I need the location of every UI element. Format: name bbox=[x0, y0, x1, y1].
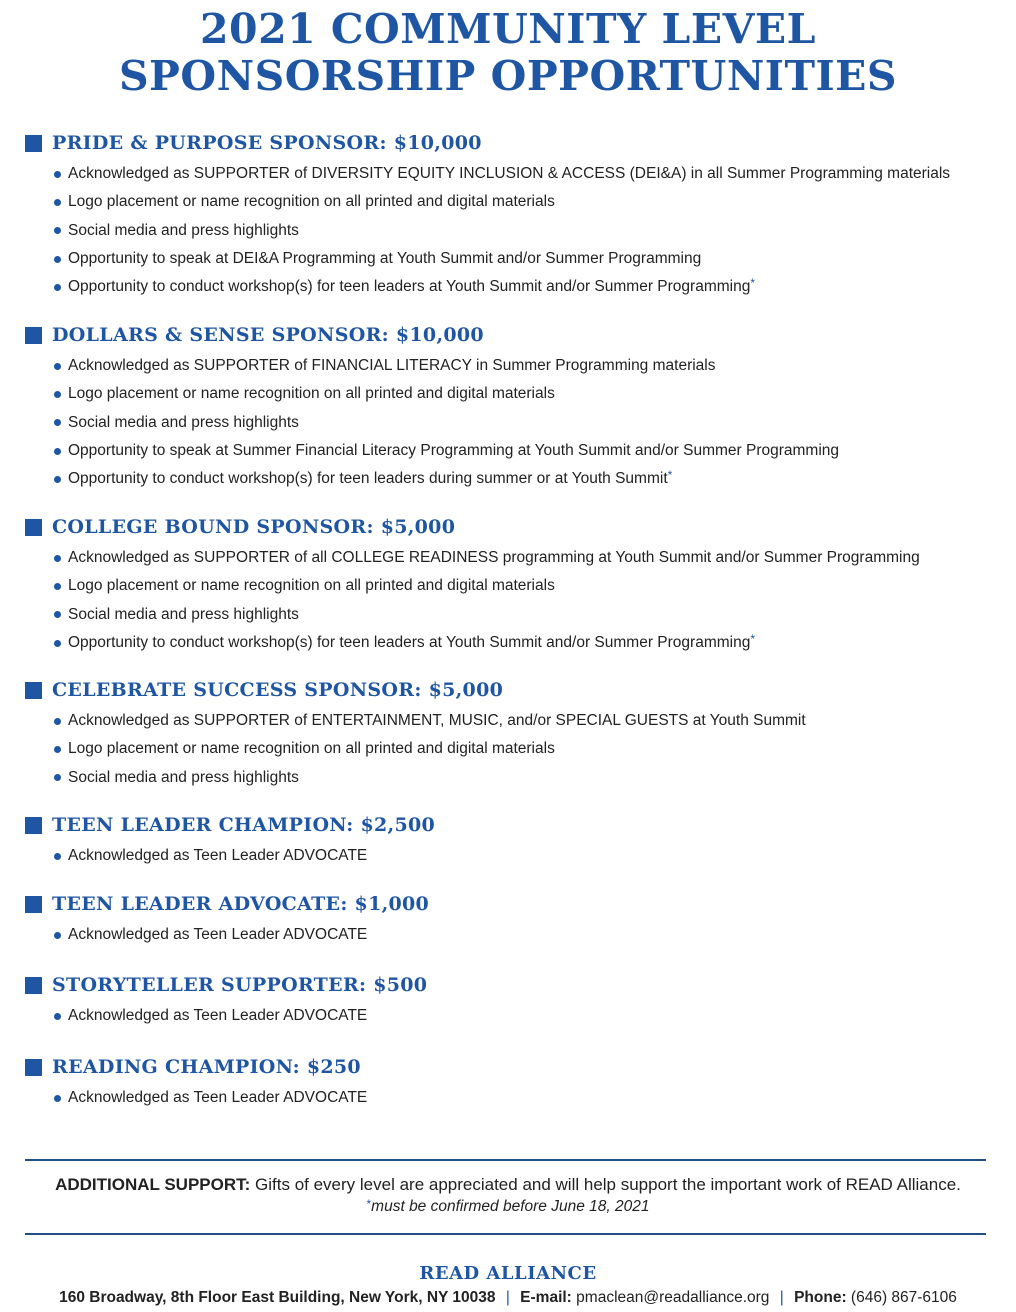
benefit-text: Opportunity to conduct workshop(s) for teen leaders at Youth Summit and/or Summer Programming bbox=[68, 278, 751, 296]
section-heading-text: DOLLARS & SENSE SPONSOR: $10,000 bbox=[52, 324, 484, 346]
benefit-text: Opportunity to speak at Summer Financial Literacy Programming at Youth Summit and/or Summer Programming bbox=[68, 442, 840, 460]
footnote bbox=[0, 1198, 1016, 1216]
address: 160 Broadway, 8th Floor East Building, New York, NY 10038 bbox=[59, 1289, 496, 1306]
page-title bbox=[0, 6, 1016, 100]
divider-bottom bbox=[25, 1233, 986, 1235]
bullet-dot-icon bbox=[54, 256, 61, 263]
bullet-dot-icon bbox=[54, 363, 61, 370]
email-link[interactable]: pmaclean@readalliance.org bbox=[576, 1289, 770, 1306]
benefit-list bbox=[25, 707, 985, 792]
list-item bbox=[25, 1084, 985, 1112]
list-item bbox=[25, 273, 985, 301]
benefit-list bbox=[25, 352, 985, 493]
benefit-list bbox=[25, 160, 985, 301]
sponsor-section-reading-champion bbox=[25, 1054, 985, 1112]
phone-number: (646) 867-6106 bbox=[850, 1289, 957, 1306]
section-heading-text: PRIDE & PURPOSE SPONSOR: $10,000 bbox=[52, 132, 482, 154]
bullet-dot-icon bbox=[54, 1013, 61, 1020]
section-heading bbox=[25, 891, 985, 917]
benefit-text: Acknowledged as SUPPORTER of ENTERTAINMENT, MUSIC, and/or SPECIAL GUESTS at Youth Summit bbox=[68, 712, 806, 730]
bullet-dot-icon bbox=[54, 932, 61, 939]
separator: | bbox=[779, 1289, 784, 1306]
sponsor-section-teen-leader-advocate bbox=[25, 891, 985, 949]
additional-support-label: ADDITIONAL SUPPORT: bbox=[55, 1175, 251, 1194]
additional-support bbox=[0, 1173, 1016, 1197]
section-heading-text: READING CHAMPION: $250 bbox=[52, 1056, 361, 1078]
section-heading bbox=[25, 677, 985, 703]
title-line-1: 2021 COMMUNITY LEVEL bbox=[200, 5, 816, 53]
list-item bbox=[25, 572, 985, 600]
contact-line bbox=[0, 1289, 1016, 1307]
bullet-dot-icon bbox=[54, 199, 61, 206]
footnote-text: must be confirmed before June 18, 2021 bbox=[371, 1198, 650, 1215]
bullet-dot-icon bbox=[54, 583, 61, 590]
bullet-dot-icon bbox=[54, 391, 61, 398]
section-heading-text: TEEN LEADER CHAMPION: $2,500 bbox=[52, 814, 436, 836]
benefit-text: Opportunity to conduct workshop(s) for teen leaders during summer or at Youth Summit bbox=[68, 470, 668, 488]
section-heading-text: COLLEGE BOUND SPONSOR: $5,000 bbox=[52, 516, 456, 538]
list-item bbox=[25, 707, 985, 735]
benefit-text: Logo placement or name recognition on all printed and digital materials bbox=[68, 385, 555, 403]
bullet-dot-icon bbox=[54, 1095, 61, 1102]
section-heading bbox=[25, 812, 985, 838]
list-item bbox=[25, 380, 985, 408]
benefit-text: Social media and press highlights bbox=[68, 221, 299, 239]
benefit-text: Logo placement or name recognition on all printed and digital materials bbox=[68, 577, 555, 595]
bullet-dot-icon bbox=[54, 419, 61, 426]
square-bullet-icon bbox=[25, 327, 42, 344]
benefit-list bbox=[25, 921, 985, 949]
footnote-asterisk: * bbox=[366, 1197, 372, 1211]
section-heading-text: TEEN LEADER ADVOCATE: $1,000 bbox=[52, 893, 430, 915]
list-item bbox=[25, 160, 985, 188]
list-item bbox=[25, 217, 985, 245]
square-bullet-icon bbox=[25, 519, 42, 536]
list-item bbox=[25, 629, 985, 657]
bullet-dot-icon bbox=[54, 171, 61, 178]
benefit-list bbox=[25, 842, 985, 870]
bullet-dot-icon bbox=[54, 227, 61, 234]
bullet-dot-icon bbox=[54, 853, 61, 860]
list-item bbox=[25, 437, 985, 465]
bullet-dot-icon bbox=[54, 774, 61, 781]
bullet-dot-icon bbox=[54, 640, 61, 647]
list-item bbox=[25, 921, 985, 949]
list-item bbox=[25, 601, 985, 629]
benefit-list bbox=[25, 1002, 985, 1030]
email-label: E-mail: bbox=[520, 1289, 572, 1306]
footnote-asterisk: * bbox=[750, 632, 755, 647]
sponsor-section-teen-leader-champion bbox=[25, 812, 985, 870]
bullet-dot-icon bbox=[54, 611, 61, 618]
bullet-dot-icon bbox=[54, 718, 61, 725]
list-item bbox=[25, 352, 985, 380]
benefit-text: Acknowledged as Teen Leader ADVOCATE bbox=[68, 926, 368, 944]
bullet-dot-icon bbox=[54, 448, 61, 455]
square-bullet-icon bbox=[25, 896, 42, 913]
bullet-dot-icon bbox=[54, 555, 61, 562]
list-item bbox=[25, 465, 985, 493]
list-item bbox=[25, 1002, 985, 1030]
square-bullet-icon bbox=[25, 135, 42, 152]
sponsor-section-pride-purpose bbox=[25, 130, 985, 301]
benefit-text: Acknowledged as SUPPORTER of FINANCIAL LITERACY in Summer Programming materials bbox=[68, 357, 716, 375]
sponsor-section-storyteller-supporter bbox=[25, 972, 985, 1030]
section-heading bbox=[25, 972, 985, 998]
list-item bbox=[25, 842, 985, 870]
separator: | bbox=[505, 1289, 510, 1306]
benefit-text: Social media and press highlights bbox=[68, 605, 299, 623]
benefit-text: Acknowledged as SUPPORTER of all COLLEGE READINESS programming at Youth Summit and/or Summer Programming bbox=[68, 549, 920, 567]
square-bullet-icon bbox=[25, 977, 42, 994]
square-bullet-icon bbox=[25, 817, 42, 834]
square-bullet-icon bbox=[25, 1059, 42, 1076]
divider-top bbox=[25, 1159, 986, 1161]
section-heading bbox=[25, 514, 985, 540]
square-bullet-icon bbox=[25, 682, 42, 699]
phone-label: Phone: bbox=[794, 1289, 847, 1306]
benefit-text: Acknowledged as Teen Leader ADVOCATE bbox=[68, 1089, 368, 1107]
bullet-dot-icon bbox=[54, 476, 61, 483]
benefit-text: Opportunity to speak at DEI&A Programming at Youth Summit and/or Summer Programming bbox=[68, 250, 702, 268]
benefit-text: Acknowledged as SUPPORTER of DIVERSITY EQUITY INCLUSION & ACCESS (DEI&A) in all Summer Programming materials bbox=[68, 165, 951, 183]
section-heading bbox=[25, 130, 985, 156]
list-item bbox=[25, 544, 985, 572]
sponsor-section-dollars-sense bbox=[25, 322, 985, 493]
benefit-list bbox=[25, 544, 985, 657]
benefit-text: Social media and press highlights bbox=[68, 413, 299, 431]
benefit-text: Acknowledged as Teen Leader ADVOCATE bbox=[68, 847, 368, 865]
list-item bbox=[25, 245, 985, 273]
section-heading bbox=[25, 1054, 985, 1080]
sponsor-section-college-bound bbox=[25, 514, 985, 657]
benefit-list bbox=[25, 1084, 985, 1112]
organization-name: READ ALLIANCE bbox=[419, 1263, 597, 1284]
sponsor-section-celebrate-success bbox=[25, 677, 985, 792]
list-item bbox=[25, 409, 985, 437]
benefit-text: Logo placement or name recognition on all printed and digital materials bbox=[68, 740, 555, 758]
list-item bbox=[25, 735, 985, 763]
benefit-text: Opportunity to conduct workshop(s) for teen leaders at Youth Summit and/or Summer Programming bbox=[68, 634, 751, 652]
benefit-text: Social media and press highlights bbox=[68, 768, 299, 786]
list-item bbox=[25, 188, 985, 216]
benefit-text: Logo placement or name recognition on all printed and digital materials bbox=[68, 193, 555, 211]
benefit-text: Acknowledged as Teen Leader ADVOCATE bbox=[68, 1007, 368, 1025]
list-item bbox=[25, 764, 985, 792]
bullet-dot-icon bbox=[54, 746, 61, 753]
section-heading bbox=[25, 322, 985, 348]
section-heading-text: STORYTELLER SUPPORTER: $500 bbox=[52, 974, 428, 996]
footnote-asterisk: * bbox=[750, 276, 755, 291]
bullet-dot-icon bbox=[54, 284, 61, 291]
additional-support-text: Gifts of every level are appreciated and will help support the important work of READ Alliance. bbox=[255, 1175, 961, 1194]
footnote-asterisk: * bbox=[667, 468, 673, 483]
title-line-2: SPONSORSHIP OPPORTUNITIES bbox=[118, 52, 898, 100]
section-heading-text: CELEBRATE SUCCESS SPONSOR: $5,000 bbox=[52, 679, 504, 701]
